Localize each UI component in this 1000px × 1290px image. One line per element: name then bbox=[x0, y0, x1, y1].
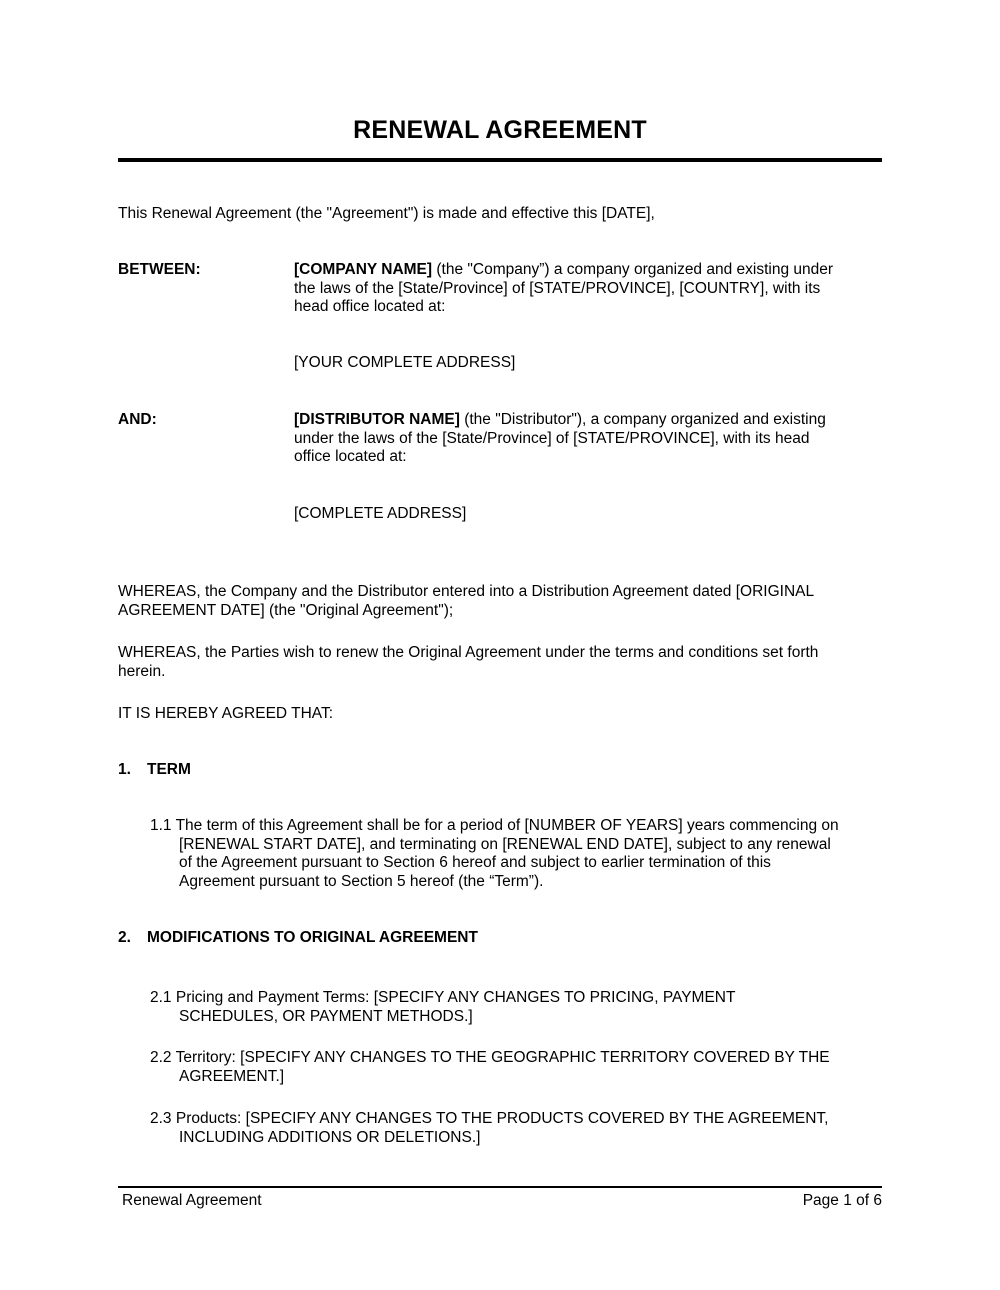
recital-2-line-2: herein. bbox=[118, 662, 166, 680]
party-company-line-2: the laws of the [State/Province] of [STATE/PROVINCE], [COUNTRY], with its bbox=[294, 279, 821, 297]
recital-2-line-1: WHEREAS, the Parties wish to renew the Original Agreement under the terms and conditions set forth bbox=[118, 644, 819, 661]
clause-1-1-line-2: [RENEWAL START DATE], and terminating on [RENEWAL END DATE], subject to any renewal bbox=[179, 835, 831, 853]
clause-2-3 bbox=[150, 1110, 890, 1147]
party-label-between: BETWEEN: bbox=[118, 261, 201, 278]
clause-2-1-line-2: SCHEDULES, OR PAYMENT METHODS.] bbox=[179, 1007, 473, 1025]
clause-2-2-line-1: 2.2 Territory: [SPECIFY ANY CHANGES TO THE GEOGRAPHIC TERRITORY COVERED BY THE bbox=[150, 1049, 830, 1066]
party-label-and: AND: bbox=[118, 411, 157, 428]
clause-2-3-line-2: INCLUDING ADDITIONS OR DELETIONS.] bbox=[179, 1128, 481, 1146]
party-company-line-1: (the "Company”) a company organized and existing under bbox=[432, 261, 834, 278]
agreed-statement: IT IS HEREBY AGREED THAT: bbox=[118, 705, 334, 722]
recital-1 bbox=[118, 583, 888, 620]
clause-2-2-line-2: AGREEMENT.] bbox=[179, 1067, 285, 1085]
footer-divider bbox=[118, 1186, 882, 1188]
clause-1-1 bbox=[150, 817, 890, 891]
recital-1-line-2: AGREEMENT DATE] (the "Original Agreement"); bbox=[118, 601, 454, 619]
recital-1-line-1: WHEREAS, the Company and the Distributor entered into a Distribution Agreement dated [ORIGINAL bbox=[118, 583, 815, 600]
distributor-name-placeholder: [DISTRIBUTOR NAME] bbox=[294, 411, 460, 428]
footer-document-name: Renewal Agreement bbox=[122, 1192, 262, 1209]
party-distributor-block bbox=[294, 411, 884, 467]
section-1-number: 1. bbox=[118, 761, 131, 778]
party-company-block bbox=[294, 261, 884, 317]
clause-2-1-line-1: 2.1 Pricing and Payment Terms: [SPECIFY ANY CHANGES TO PRICING, PAYMENT bbox=[150, 989, 736, 1006]
section-2-title: MODIFICATIONS TO ORIGINAL AGREEMENT bbox=[147, 929, 478, 946]
clause-1-1-line-4: Agreement pursuant to Section 5 hereof (the “Term”). bbox=[179, 872, 544, 890]
intro-paragraph: This Renewal Agreement (the "Agreement") is made and effective this [DATE], bbox=[118, 205, 655, 222]
section-1-title: TERM bbox=[147, 761, 191, 778]
company-address: [YOUR COMPLETE ADDRESS] bbox=[294, 354, 516, 371]
distributor-address: [COMPLETE ADDRESS] bbox=[294, 505, 467, 522]
title-divider bbox=[118, 158, 882, 162]
clause-2-3-line-1: 2.3 Products: [SPECIFY ANY CHANGES TO THE PRODUCTS COVERED BY THE AGREEMENT, bbox=[150, 1110, 829, 1127]
section-2-number: 2. bbox=[118, 929, 131, 946]
party-distributor-line-2: under the laws of the [State/Province] of [STATE/PROVINCE], with its head bbox=[294, 429, 810, 447]
clause-1-1-line-3: of the Agreement pursuant to Section 6 hereof and subject to earlier termination of this bbox=[179, 854, 771, 872]
recital-2 bbox=[118, 644, 888, 681]
document-title: RENEWAL AGREEMENT bbox=[353, 116, 647, 144]
clause-1-1-line-1: 1.1 The term of this Agreement shall be for a period of [NUMBER OF YEARS] years commencing on bbox=[150, 817, 839, 834]
party-company-line-3: head office located at: bbox=[294, 298, 446, 316]
footer-page-number: Page 1 of 6 bbox=[802, 1192, 882, 1209]
company-name-placeholder: [COMPANY NAME] bbox=[294, 261, 433, 278]
clause-2-1 bbox=[150, 989, 890, 1026]
clause-2-2 bbox=[150, 1049, 890, 1086]
party-distributor-line-3: office located at: bbox=[294, 448, 407, 466]
party-distributor-line-1: (the "Distributor"), a company organized and existing bbox=[459, 411, 826, 428]
